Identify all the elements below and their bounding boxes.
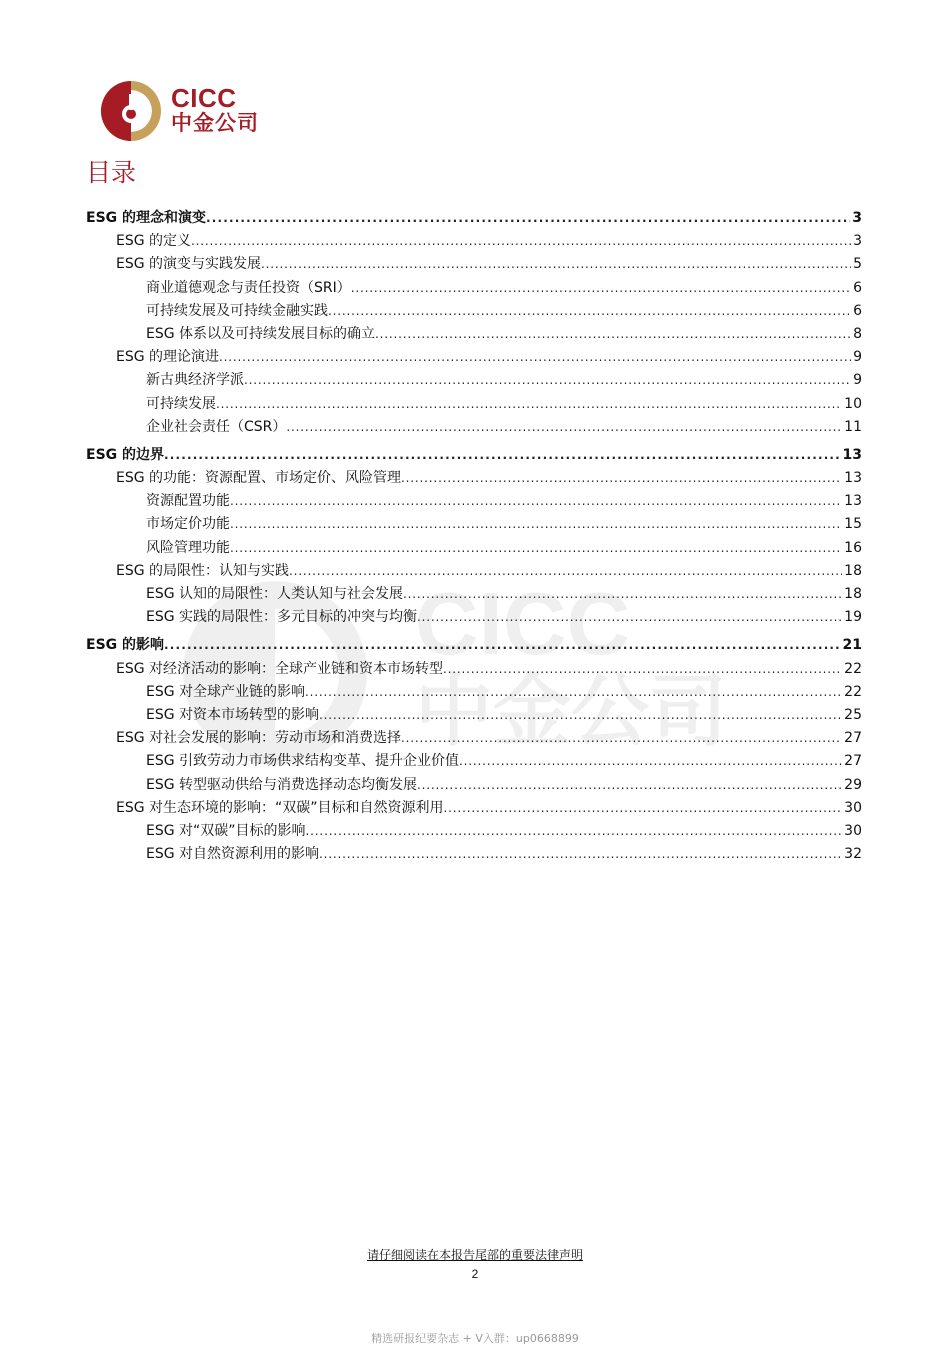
toc-dot-leader: [206, 207, 850, 230]
toc-entry-page: 25: [844, 706, 862, 723]
toc-entry-page: 22: [844, 660, 862, 677]
toc-entry-page: 13: [842, 446, 862, 463]
toc-entry-level1[interactable]: [86, 634, 862, 657]
toc-entry-level3[interactable]: [86, 323, 862, 346]
toc-entry-page: 30: [844, 822, 862, 839]
toc-entry-label: ESG 实践的局限性：多元目标的冲突与均衡: [146, 609, 418, 626]
toc-entry-level1[interactable]: [86, 444, 862, 467]
toc-dot-leader: [261, 253, 851, 276]
toc-entry-page: 22: [844, 683, 862, 700]
watermark-text-cn: 中金公司: [415, 667, 728, 757]
toc-entry-label: 可持续发展: [146, 395, 216, 412]
toc-entry-page: 11: [844, 418, 862, 435]
toc-entry-label: ESG 的理论演进: [116, 349, 220, 366]
toc-entry-level3[interactable]: [86, 393, 862, 416]
toc-entry-label: ESG 的局限性：认知与实践: [116, 562, 290, 579]
toc-entry-level3[interactable]: [86, 369, 862, 392]
toc-entry-label: ESG 引致劳动力市场供求结构变革、提升企业价值: [146, 753, 460, 770]
legal-disclaimer-link[interactable]: 请仔细阅读在本报告尾部的重要法律声明: [366, 1248, 583, 1262]
toc-entry-page: 32: [844, 846, 862, 863]
toc-entry-label: ESG 的功能：资源配置、市场定价、风险管理: [116, 470, 402, 487]
toc-entry-level3[interactable]: [86, 416, 862, 439]
toc-dot-leader: [401, 467, 842, 490]
toc-entry-level3[interactable]: [86, 537, 862, 560]
toc-entry-page: 30: [844, 799, 862, 816]
toc-dot-leader: [289, 560, 842, 583]
toc-entry-label: 风险管理功能: [146, 539, 230, 556]
table-of-contents: [86, 207, 862, 866]
toc-entry-label: ESG 的理念和演变: [86, 210, 207, 226]
toc-dot-leader: [444, 797, 843, 820]
toc-dot-leader: [351, 277, 851, 300]
toc-entry-level2[interactable]: [86, 727, 862, 750]
toc-dot-leader: [328, 300, 851, 323]
toc-entry-page: 19: [844, 609, 862, 626]
toc-dot-leader: [216, 393, 842, 416]
toc-entry-label: 商业道德观念与责任投资（SRI）: [146, 279, 351, 296]
toc-dot-leader: [319, 704, 842, 727]
toc-dot-leader: [230, 513, 842, 536]
toc-dot-leader: [164, 634, 841, 657]
toc-entry-level2[interactable]: [86, 797, 862, 820]
toc-dot-leader: [417, 774, 842, 797]
toc-entry-label: 资源配置功能: [146, 493, 230, 510]
toc-entry-label: 市场定价功能: [146, 516, 230, 533]
toc-entry-level2[interactable]: [86, 658, 862, 681]
toc-entry-label: ESG 的边界: [86, 446, 165, 463]
toc-dot-leader: [286, 416, 842, 439]
toc-entry-level2[interactable]: [86, 346, 862, 369]
toc-dot-leader: [191, 230, 851, 253]
toc-dot-leader: [443, 658, 842, 681]
cicc-logo-icon: [100, 80, 162, 142]
toc-entry-page: 3: [853, 233, 862, 250]
toc-entry-label: ESG 对全球产业链的影响: [146, 683, 306, 700]
toc-entry-page: 5: [853, 256, 862, 273]
toc-entry-level3[interactable]: [86, 513, 862, 536]
toc-entry-label: ESG 的定义: [116, 233, 192, 250]
toc-entry-label: ESG 对生态环境的影响：“双碳”目标和自然资源利用: [116, 799, 444, 816]
toc-entry-label: ESG 的演变与实践发展: [116, 256, 262, 273]
toc-entry-level3[interactable]: [86, 300, 862, 323]
legal-disclaimer[interactable]: [0, 1246, 950, 1263]
toc-entry-label: ESG 对经济活动的影响：全球产业链和资本市场转型: [116, 660, 444, 677]
toc-dot-leader: [244, 369, 851, 392]
toc-entry-page: 9: [853, 372, 862, 389]
toc-entry-label: ESG 认知的局限性：人类认知与社会发展: [146, 586, 404, 602]
toc-entry-page: 27: [844, 753, 862, 770]
toc-entry-level3[interactable]: [86, 583, 862, 606]
toc-entry-level3[interactable]: [86, 820, 862, 843]
toc-entry-page: 8: [853, 325, 862, 342]
toc-entry-page: 27: [844, 730, 862, 747]
toc-entry-label: 企业社会责任（CSR）: [146, 418, 287, 435]
toc-entry-page: 16: [844, 539, 862, 556]
toc-dot-leader: [319, 843, 842, 866]
toc-entry-level3[interactable]: [86, 277, 862, 300]
toc-entry-page: 13: [844, 470, 862, 487]
toc-dot-leader: [401, 727, 842, 750]
toc-entry-label: ESG 体系以及可持续发展目标的确立: [146, 325, 376, 342]
toc-entry-page: 29: [844, 776, 862, 793]
toc-entry-level3[interactable]: [86, 774, 862, 797]
toc-entry-level2[interactable]: [86, 467, 862, 490]
toc-entry-page: 3: [852, 210, 862, 226]
toc-entry-label: 新古典经济学派: [146, 372, 244, 389]
toc-dot-leader: [230, 537, 842, 560]
toc-entry-label: 可持续发展及可持续金融实践: [146, 302, 328, 319]
toc-entry-page: 18: [844, 562, 862, 579]
toc-entry-page: 6: [853, 302, 862, 319]
cicc-logo: [100, 80, 270, 142]
toc-entry-page: 21: [842, 637, 862, 654]
toc-entry-page: 18: [844, 586, 862, 602]
toc-entry-level1[interactable]: [86, 207, 862, 230]
toc-entry-level3[interactable]: [86, 681, 862, 704]
toc-dot-leader: [230, 490, 842, 513]
toc-dot-leader: [164, 444, 841, 467]
toc-entry-label: ESG 对资本市场转型的影响: [146, 706, 320, 723]
watermark-text-en: CICC: [415, 574, 631, 673]
toc-entry-level3[interactable]: [86, 843, 862, 866]
toc-entry-level3[interactable]: [86, 490, 862, 513]
page-number: 2: [471, 1267, 479, 1281]
toc-entry-level3[interactable]: [86, 606, 862, 629]
toc-dot-leader: [306, 820, 843, 843]
toc-entry-level3[interactable]: [86, 704, 862, 727]
toc-entry-label: ESG 对自然资源利用的影响: [146, 846, 320, 863]
toc-entry-page: 10: [844, 395, 862, 412]
toc-entry-level2[interactable]: [86, 253, 862, 276]
toc-dot-leader: [403, 583, 842, 606]
toc-entry-label: ESG 转型驱动供给与消费选择动态均衡发展: [146, 776, 418, 793]
toc-title: 目录: [86, 158, 137, 187]
toc-dot-leader: [219, 346, 851, 369]
toc-entry-level2[interactable]: [86, 230, 862, 253]
toc-entry-label: ESG 对“双碳”目标的影响: [146, 822, 306, 839]
toc-dot-leader: [417, 606, 842, 629]
logo-text-en: CICC: [171, 83, 237, 113]
toc-entry-page: 15: [844, 516, 862, 533]
toc-dot-leader: [305, 681, 842, 704]
toc-entry-level2[interactable]: [86, 560, 862, 583]
toc-entry-level3[interactable]: [86, 750, 862, 773]
toc-entry-page: 6: [853, 279, 862, 296]
toc-entry-page: 13: [844, 493, 862, 510]
logo-text-cn: 中金公司: [171, 111, 259, 135]
toc-entry-label: ESG 的影响: [86, 637, 165, 654]
toc-entry-label: ESG 对社会发展的影响：劳动市场和消费选择: [116, 730, 402, 747]
source-note: 精选研报纪要杂志 + V入群：up0668899: [371, 1332, 579, 1345]
toc-dot-leader: [375, 323, 851, 346]
toc-entry-page: 9: [853, 349, 862, 366]
toc-dot-leader: [459, 750, 842, 773]
